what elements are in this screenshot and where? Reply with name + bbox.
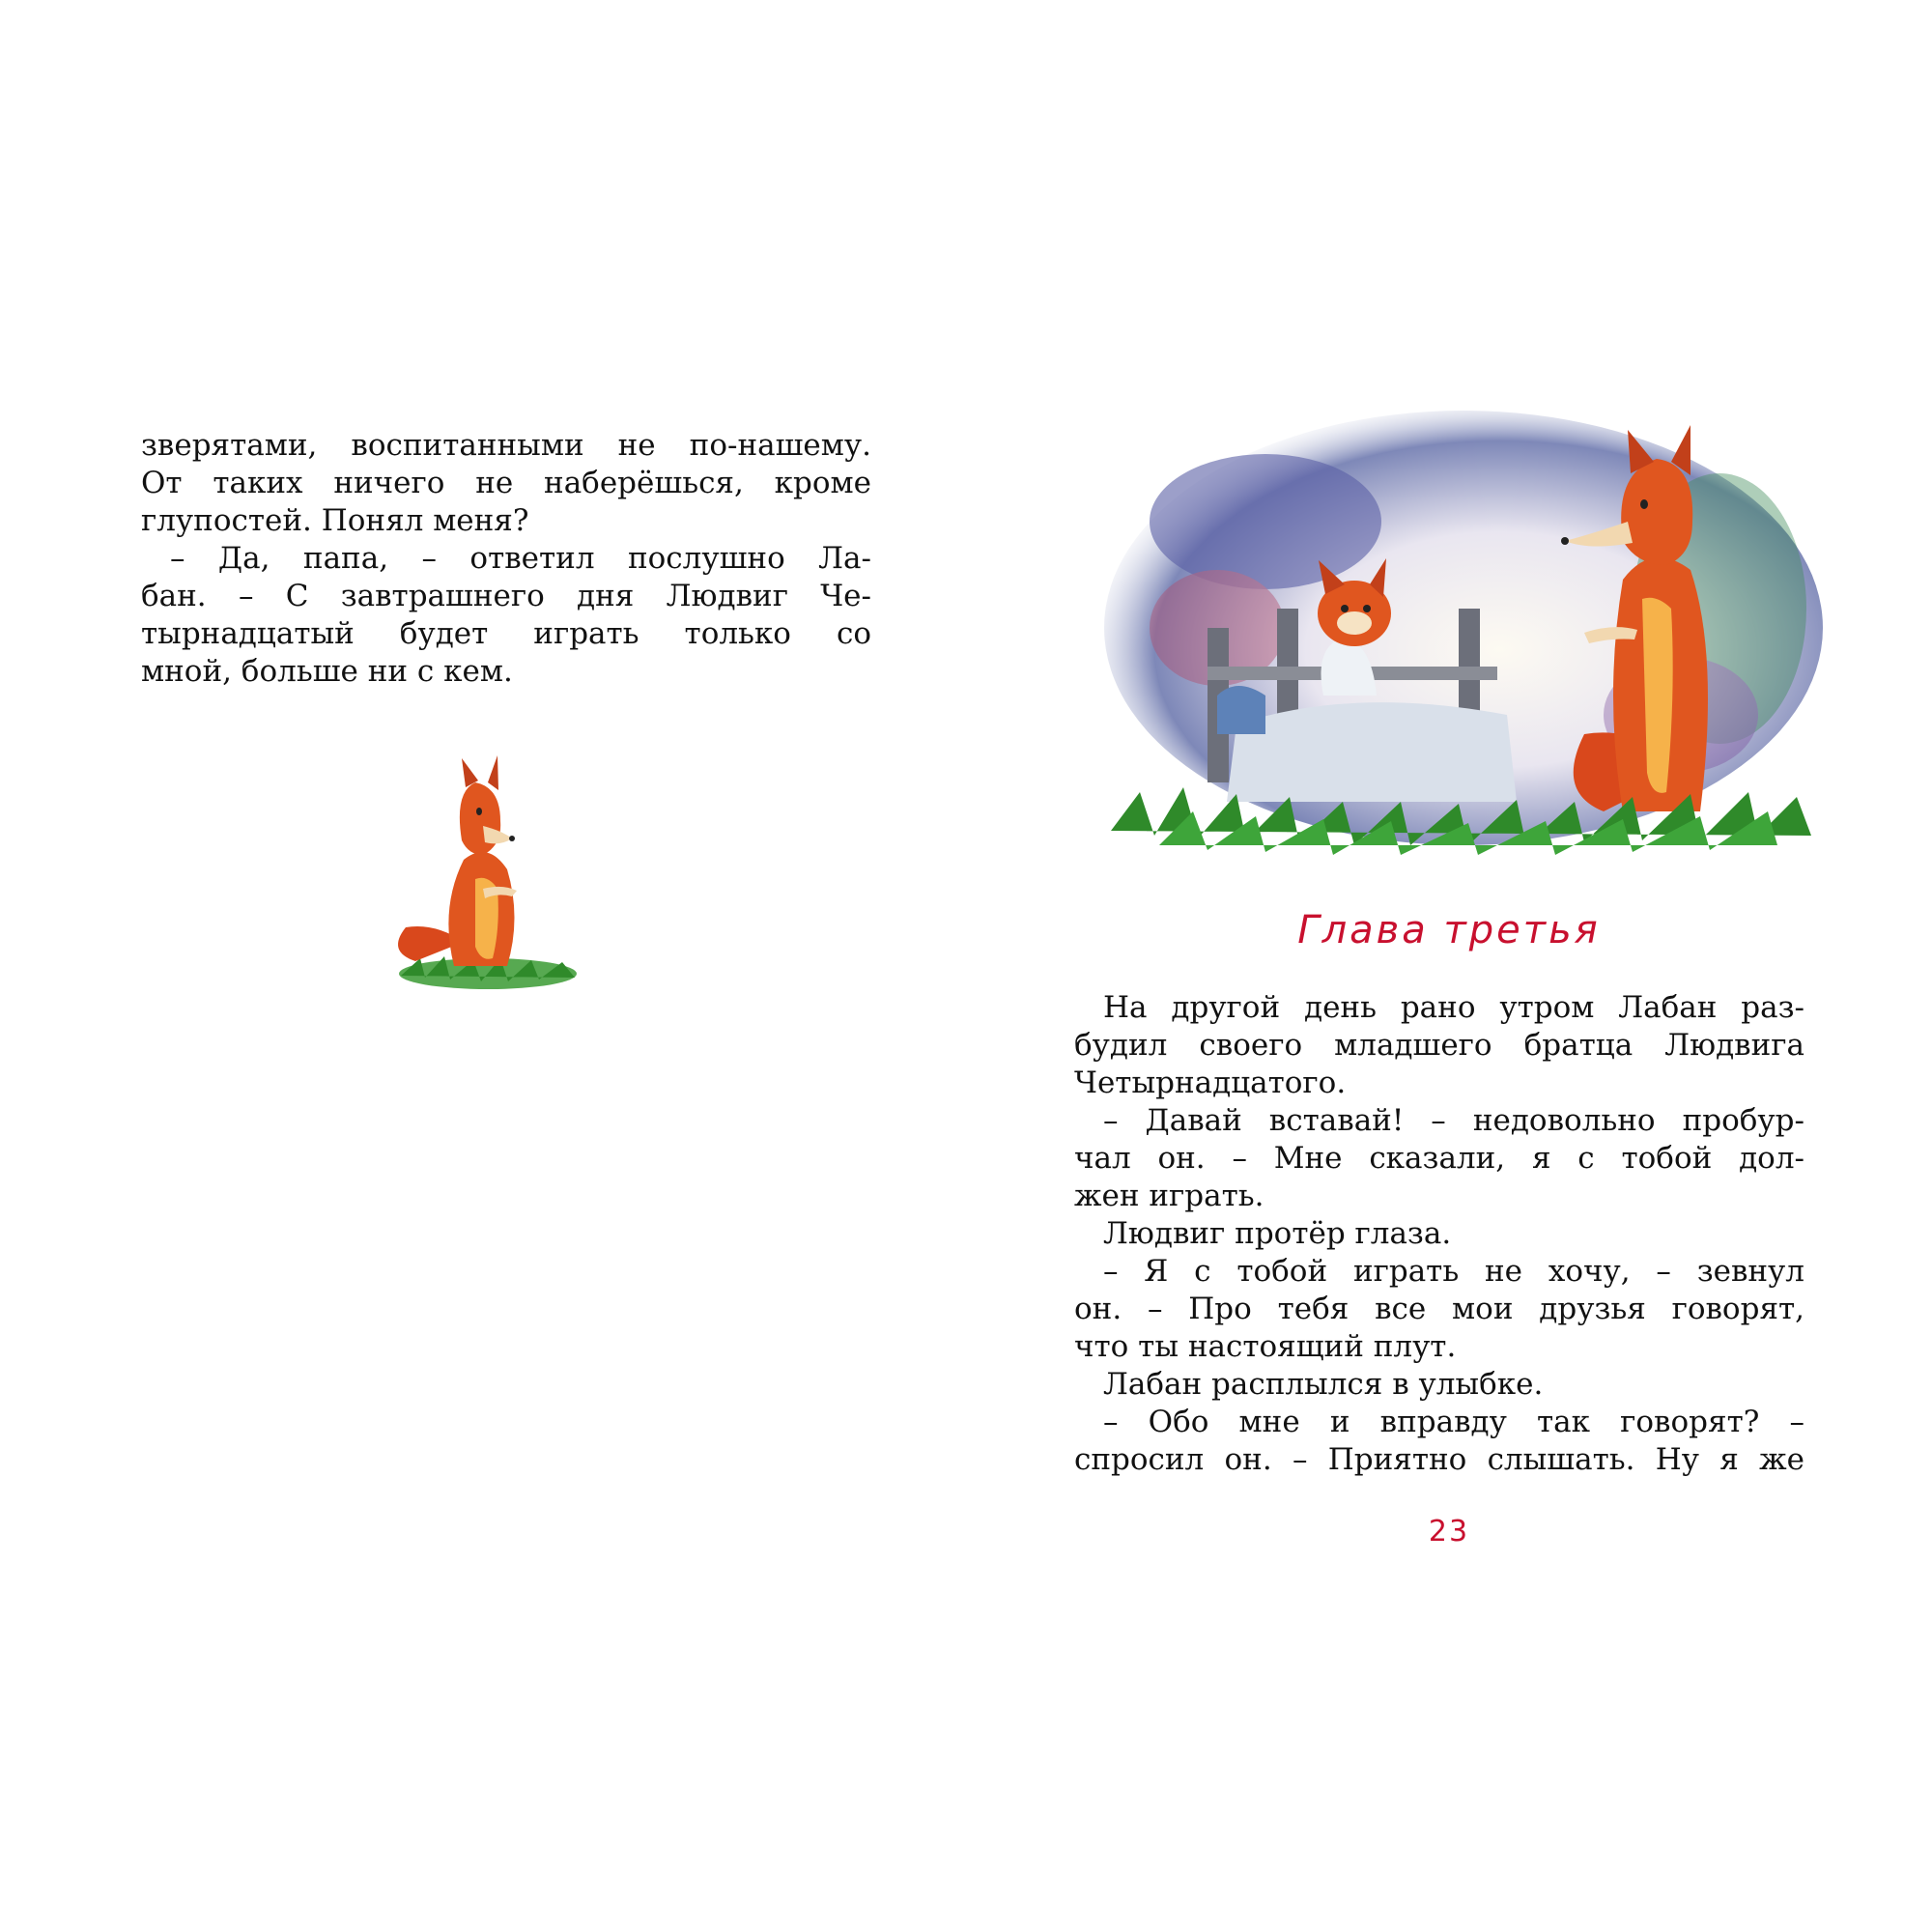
- text-line: спросил он. – Приятно слышать. Ну я же: [1074, 1442, 1804, 1477]
- text-line: – Да, папа, – ответил послушно Ла-: [170, 541, 871, 576]
- chapter-title: Глава третья: [1297, 908, 1601, 952]
- text-line: он. – Про тебя все мои друзья говорят,: [1074, 1292, 1804, 1326]
- page-number: 23: [1428, 1515, 1470, 1548]
- text-line: Лабан расплылся в улыбке.: [1103, 1367, 1544, 1402]
- text-line: – Обо мне и вправду так говорят? –: [1103, 1405, 1804, 1439]
- text-line: зверятами, воспитанными не по-нашему.: [141, 428, 871, 463]
- fox-bed-scene-illustration: [1101, 406, 1826, 869]
- text-line: мной, больше ни с кем.: [141, 654, 513, 689]
- right-body-text: [1074, 989, 1804, 1479]
- text-line: На другой день рано утром Лабан раз-: [1103, 990, 1804, 1025]
- right-page: [966, 0, 1932, 1932]
- left-body-text: [141, 427, 871, 691]
- fox-sitting-illustration: [386, 734, 589, 995]
- text-line: будил своего младшего братца Людвига: [1074, 1028, 1804, 1063]
- text-line: – Давай вставай! – недовольно пробур-: [1103, 1103, 1804, 1138]
- text-line: что ты настоящий плут.: [1074, 1329, 1457, 1364]
- text-line: жен играть.: [1074, 1179, 1264, 1213]
- text-line: Людвиг протёр глаза.: [1103, 1216, 1452, 1251]
- text-line: Четырнадцатого.: [1074, 1065, 1347, 1100]
- text-line: тырнадцатый будет играть только со: [141, 616, 871, 651]
- fox-body: [398, 755, 517, 966]
- text-line: глупостей. Понял меня?: [141, 503, 529, 538]
- text-line: бан. – С завтрашнего дня Людвиг Че-: [141, 579, 871, 613]
- text-line: – Я с тобой играть не хочу, – зевнул: [1103, 1254, 1804, 1289]
- text-line: От таких ничего не наберёшься, кроме: [141, 466, 871, 500]
- text-line: чал он. – Мне сказали, я с тобой дол-: [1074, 1141, 1804, 1176]
